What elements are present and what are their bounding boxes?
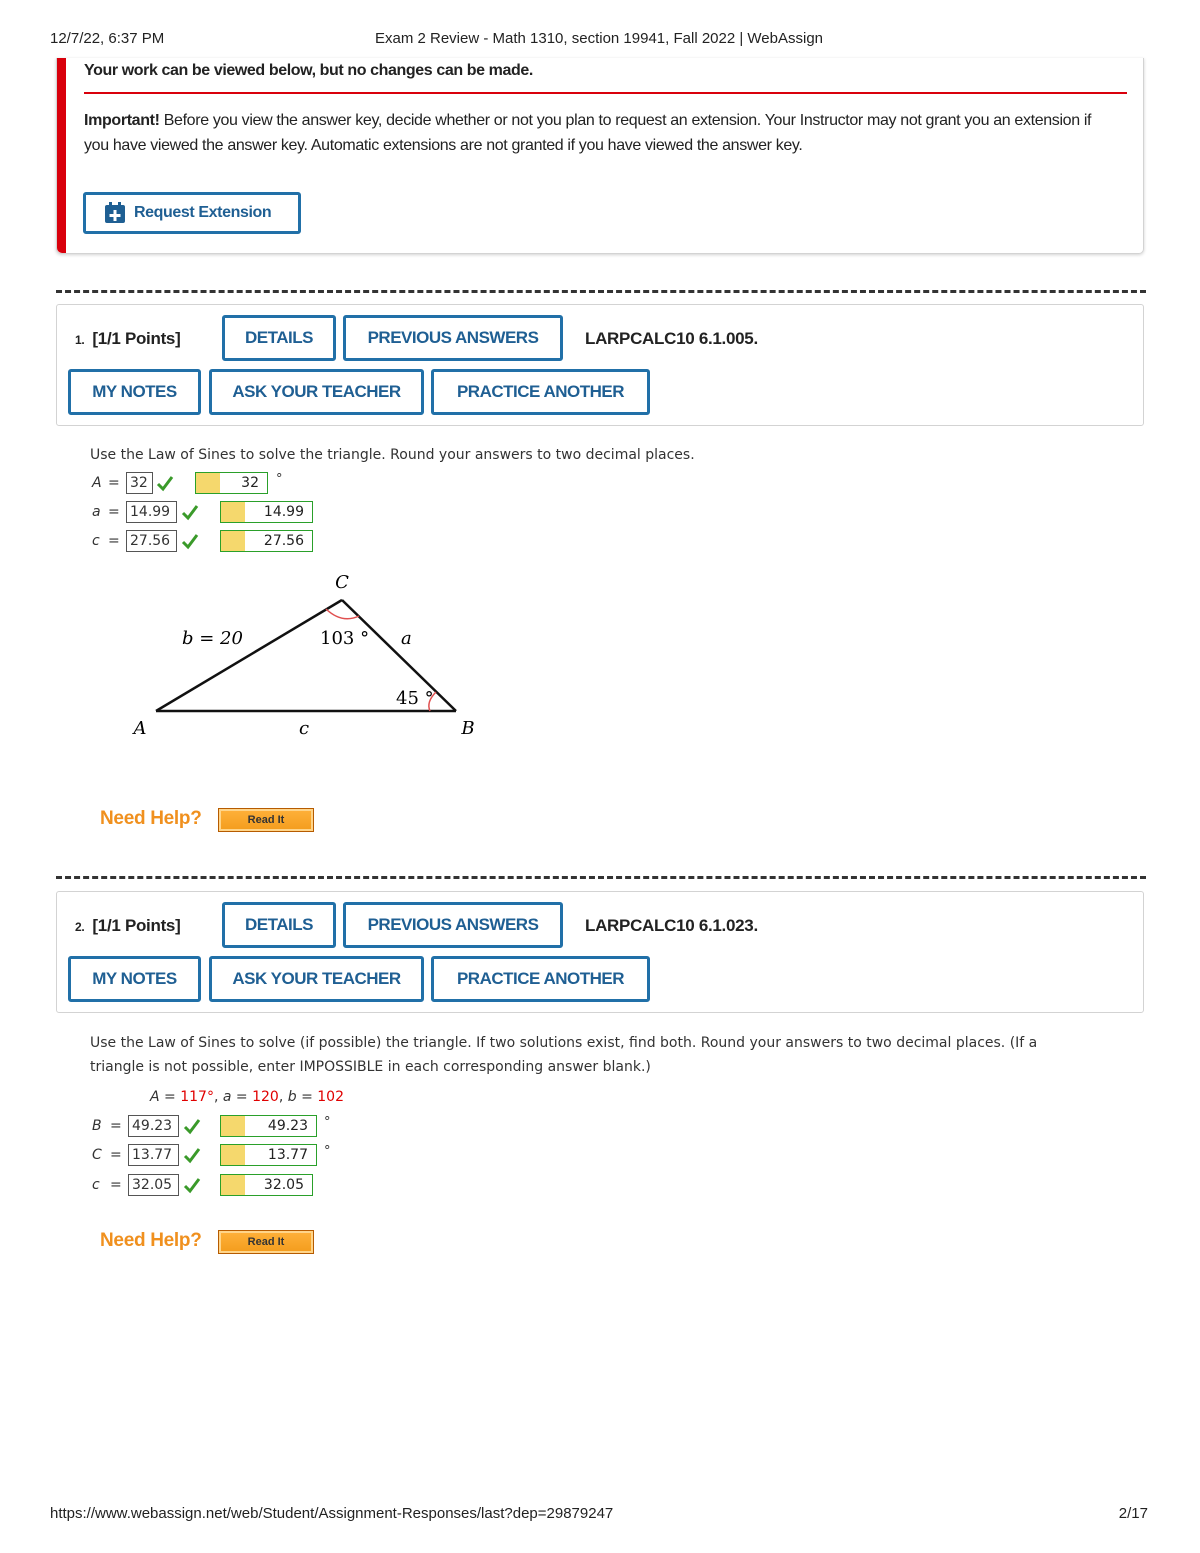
important-label: Important! [84,112,160,129]
answer-variable: B [92,1118,102,1134]
prompt-line: Use the Law of Sines to solve (if possible) the triangle. If two solutions exist, find both. Round your answers to two decimal places. (If a [90,1035,1038,1051]
answer-variable: a [92,504,101,520]
question-2-points: 2. [1/1 Points] [75,916,181,935]
request-extension-button[interactable] [83,192,301,234]
vertex-B-label: B [461,718,475,739]
answer-variable: c [92,533,100,549]
key-icon [221,502,245,522]
practice-another-button[interactable]: PRACTICE ANOTHER [431,369,650,415]
question-1-code: LARPCALC10 6.1.005. [585,329,758,348]
key-icon [221,531,245,551]
angle-B-label: 45 ° [396,688,434,709]
my-notes-button[interactable]: MY NOTES [68,956,201,1002]
side-b-label: b = 20 [182,628,243,649]
equals-sign: = [108,533,120,549]
checkmark-icon [181,503,199,521]
answer-input[interactable]: 49.23 [128,1115,179,1137]
notice-readonly-text: Your work can be viewed below, but no changes can be made. [84,62,533,79]
key-icon [196,473,220,493]
answer-key-box: 32 [195,472,268,494]
equals-sign: = [110,1177,122,1193]
checkmark-icon [183,1146,201,1164]
question-1-prompt: Use the Law of Sines to solve the triangle. Round your answers to two decimal places. [90,447,695,463]
answer-variable: C [92,1147,102,1163]
print-datetime: 12/7/22, 6:37 PM [50,30,165,47]
need-help-label: Need Help? [100,808,202,829]
answer-key-box: 13.77 [220,1144,317,1166]
key-icon [221,1175,245,1195]
important-body: Before you view the answer key, decide whether or not you plan to request an extension. Your Instructor may not grant you an extension if you have viewed the answer key. Automatic extensions are not granted if you have viewed the answer key. [84,112,1092,154]
checkmark-icon [181,532,199,550]
answer-input[interactable]: 32.05 [128,1174,179,1196]
print-page-title: Exam 2 Review - Math 1310, section 19941, Fall 2022 | WebAssign [374,30,824,47]
read-it-button[interactable]: Read It [218,808,314,832]
answer-key-box: 32.05 [220,1174,313,1196]
vertex-A-label: A [133,718,147,739]
ask-your-teacher-button[interactable]: ASK YOUR TEACHER [209,956,424,1002]
equals-sign: = [110,1118,122,1134]
question-2-header [56,891,1144,1013]
side-a-label: a [401,628,412,649]
previous-answers-button[interactable]: PREVIOUS ANSWERS [343,902,563,948]
key-icon [221,1145,245,1165]
answer-key-box: 49.23 [220,1115,317,1137]
equals-sign: = [110,1147,122,1163]
question-2-code: LARPCALC10 6.1.023. [585,916,758,935]
question-separator [56,290,1146,293]
equals-sign: = [108,504,120,520]
read-it-button[interactable]: Read It [218,1230,314,1254]
my-notes-button[interactable]: MY NOTES [68,369,201,415]
side-c-label: c [298,718,310,739]
answer-input[interactable]: 14.99 [126,501,177,523]
question-separator [56,876,1146,879]
degree-unit: ° [324,1144,331,1159]
answer-key-box: 14.99 [220,501,313,523]
answer-input[interactable]: 13.77 [128,1144,179,1166]
triangle-figure [120,568,500,748]
notice-divider [84,92,1127,94]
vertex-C-label: C [335,572,349,593]
answer-variable: c [92,1177,100,1193]
degree-unit: ° [276,472,283,487]
prompt-line: triangle is not possible, enter IMPOSSIBLE in each corresponding answer blank.) [90,1059,651,1075]
key-icon [221,1116,245,1136]
print-page-number: 2/17 [1118,1505,1148,1522]
calendar-plus-icon [104,202,126,224]
given-values: A = 117°, a = 120, b = 102 [150,1089,344,1105]
question-2-prompt [90,1031,1037,1079]
details-button[interactable]: DETAILS [222,315,336,361]
answer-input[interactable]: 32 [126,472,153,494]
notice-important-text [84,108,1104,158]
details-button[interactable]: DETAILS [222,902,336,948]
angle-C-label: 103 ° [320,628,370,649]
print-url: https://www.webassign.net/web/Student/Assignment-Responses/last?dep=29879247 [50,1505,614,1522]
degree-unit: ° [324,1115,331,1130]
practice-another-button[interactable]: PRACTICE ANOTHER [431,956,650,1002]
question-1-header [56,304,1144,426]
checkmark-icon [183,1176,201,1194]
request-extension-label: Request Extension [134,204,272,221]
previous-answers-button[interactable]: PREVIOUS ANSWERS [343,315,563,361]
answer-key-box: 27.56 [220,530,313,552]
side-b-line [156,600,342,711]
need-help-label: Need Help? [100,1230,202,1251]
checkmark-icon [156,474,174,492]
alert-bar [57,58,66,253]
answer-variable: A [92,475,102,491]
submission-notice [56,58,1144,254]
equals-sign: = [108,475,120,491]
ask-your-teacher-button[interactable]: ASK YOUR TEACHER [209,369,424,415]
answer-input[interactable]: 27.56 [126,530,177,552]
checkmark-icon [183,1117,201,1135]
question-1-points: 1. [1/1 Points] [75,329,181,348]
